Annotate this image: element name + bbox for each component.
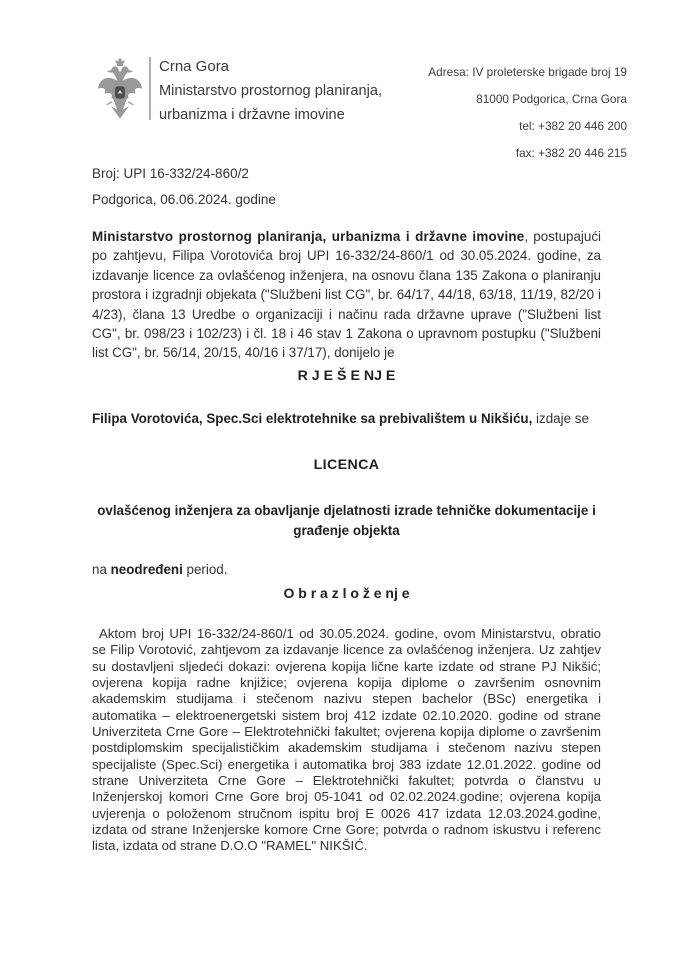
intro-paragraph — [92, 227, 601, 363]
org-name-line2: urbanizma i državne imovine — [159, 107, 345, 123]
licence-title: LICENCA — [313, 457, 380, 473]
subject-line — [92, 411, 601, 426]
period-suffix: period. — [182, 562, 228, 577]
address-city: 81000 Podgorica, Crna Gora — [476, 92, 627, 106]
reference-block — [92, 161, 276, 212]
fax-line: fax: +382 20 446 215 — [515, 146, 627, 160]
intro-bold-text: Ministarstvo prostornog planiranja, urbanizma i državne imovine — [92, 229, 525, 244]
period-bold-text: neodređeni — [110, 562, 183, 577]
licence-subtitle-line2: građenje objekta — [293, 523, 400, 538]
ministry-header — [159, 55, 382, 127]
montenegro-coat-of-arms-icon — [95, 53, 145, 127]
reference-number: Broj: UPI 16-332/24-860/2 — [92, 166, 249, 181]
org-country: Crna Gora — [159, 58, 230, 75]
licence-subtitle-line1: ovlašćenog inženjera za obavljanje djelatnosti izrade tehničke dokumentacije i — [97, 503, 596, 518]
licence-subtitle — [92, 501, 601, 541]
subject-bold-text: Filipa Vorotovića, Spec.Sci elektrotehnike sa prebivalištem u Nikšiću, — [92, 411, 533, 426]
place-date: Podgorica, 06.06.2024. godine — [92, 191, 276, 207]
subject-rest-text: izdaje se — [532, 411, 589, 426]
period-prefix: na — [92, 562, 111, 577]
period-line — [92, 562, 601, 577]
address-block — [428, 59, 627, 167]
explanation-paragraph: Aktom broj UPI 16-332/24-860/1 od 30.05.2024. godine, ovom Ministarstvu, obratio se Filip Vorotović, zahtjevom za izdavanje licence za ovlašćenog inženjera. Uz zahtjev su dostavljeni sljedeći dokazi: ovjerena kopija lične karte izdate od strane PJ Nikšić; ovjerena kopija radne knjižice; ovjerena kopija diplome o završenim osnovnim akademskim studijama i stečenom nazivu stepen bachelor (BSc) energetika i automatika – elektroenergetski sistem broj 412 izdate 02.10.2020. godine od strane Univerziteta Crne Gore – Elektrotehnički fakultet; ovjerena kopija diplome o završenim postdiplomskim specijalističkim akademskim studijama i stečenom nazivu stepen specijaliste (Spec.Sci) energetika i automatika broj 383 izdate 12.01.2022. godine od strane Univerziteta Crne Gore – Elektrotehnički fakultet; potvrda o članstvu u Inženjerskoj komori Crne Gore broj 05-1041 od 02.02.2024.godine; ovjerena kopija uvjerenja o položenom stručnom ispitu broj E 0026 417 izdata 12.03.2024.godine, izdata od strane Inženjerske komore Crne Gore; potvrda o radnom iskustvu i referenc lista, izdata od strane D.O.O "RAMEL" NIKŠIĆ. — [92, 626, 601, 854]
org-name-line1: Ministarstvo prostornog planiranja, — [159, 83, 383, 99]
explanation-title: O b r a z l o ž e nj e — [283, 585, 410, 601]
phone-line: tel: +382 20 446 200 — [519, 119, 627, 133]
address-line: Adresa: IV proleterske brigade broj 19 — [428, 65, 627, 79]
intro-rest-text: , postupajući po zahtjevu, Filipa Vorotovića broj UPI 16-332/24-860/1 od 30.05.2024. godine, za izdavanje licence za ovlašćenog inženjera, na osnovu člana 135 Zakona o planiranju prostora i izgradnji objekata ("Službeni list CG", br. 64/17, 44/18, 63/18, 11/19, 82/20 i 4/23), člana 13 Uredbe o organizaciji i načinu rada državne uprave ("Službeni list CG", br. 098/23 i 102/23) i čl. 18 i 46 stav 1 Zakona o upravnom postupku ("Službeni list CG", br. 56/14, 20/15, 40/16 i 37/17), donijelo je — [92, 229, 601, 361]
header-divider — [149, 57, 151, 120]
decision-title: R J E Š E NJ E — [297, 368, 396, 384]
